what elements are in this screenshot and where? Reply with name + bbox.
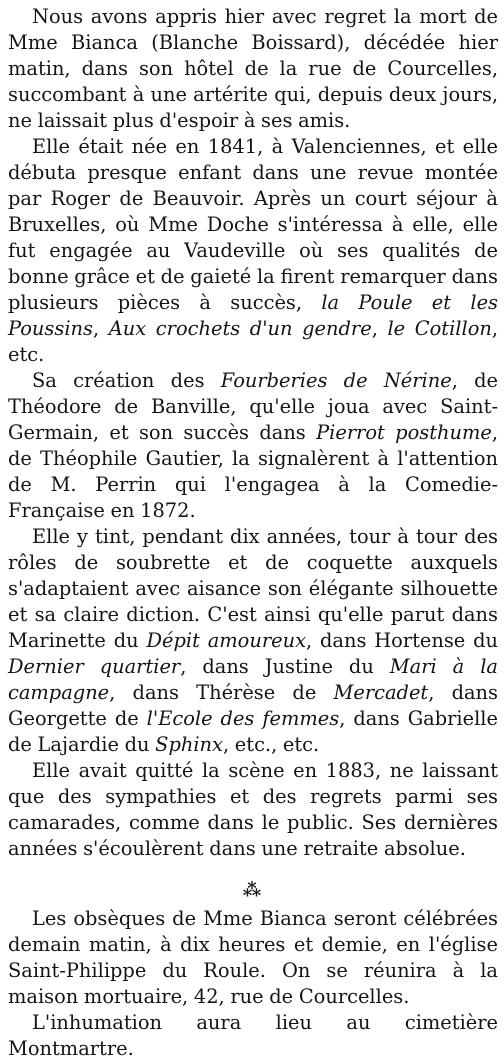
play-title: Aux crochets d'un gendre bbox=[108, 317, 372, 340]
text-segment: , bbox=[92, 317, 109, 340]
play-title: Dernier quartier bbox=[8, 655, 181, 678]
play-title: Fourberies de Nérine bbox=[220, 369, 452, 392]
text-segment: , de Théophile Gautier, la signalèrent à l'attention de M. Perrin qui l'engagea à la Comedie-Française en 1872. bbox=[8, 421, 498, 522]
paragraph-death-notice: Nous avons appris hier avec regret la mort de Mme Bianca (Blanche Boissard), décédée hier matin, dans son hôtel de la rue de Courcelles, succombant à une artérite qui, depuis deux jours, ne laissait plus d'espoir à ses amis. bbox=[8, 5, 498, 132]
asterism-divider: ⁂ bbox=[242, 880, 264, 901]
play-title: l'Ecole des femmes bbox=[146, 707, 340, 730]
text-segment: , bbox=[371, 317, 388, 340]
text-segment: , dans Gabrielle de Lajardie du bbox=[8, 707, 498, 756]
text-segment: Elle était née en 1841, à Valenciennes, et elle débuta presque enfant dans une revue montée par Roger de Beauvoir. Après un court séjour à Bruxelles, où Mme Doche s'intéressa à elle, elle fut engagée au Vaudeville où ses qualités de bonne grâce et de gaieté la firent remarquer dans plusieurs pièces à succès, bbox=[8, 135, 498, 314]
play-title: Dépit amoureux bbox=[146, 629, 307, 652]
text-segment: , etc. bbox=[8, 317, 499, 366]
text-segment: , dans Hortense du bbox=[306, 629, 499, 652]
paragraph-funeral: Les obsèques de Mme Bianca seront célébrées demain matin, à dix heures et demie, en l'église Saint-Philippe du Roule. On se réunira à la maison mortuaire, 42, rue de Courcelles. bbox=[8, 907, 498, 1008]
paragraph-early-career bbox=[8, 134, 498, 368]
text-segment: Elle y tint, pendant dix années, tour à tour des rôles de soubrette et de coquette auxquels s'adaptaient avec aisance son élégante silhouette et sa claire diction. C'est ainsi qu'elle parut dans Marinette du bbox=[8, 525, 498, 652]
text-segment: Sa création des bbox=[32, 369, 221, 392]
play-title: le Cotillon bbox=[387, 317, 492, 340]
text-segment: , dans Justine du bbox=[180, 655, 390, 678]
text-segment: , etc., etc. bbox=[222, 733, 320, 756]
text-segment: , de Théodore de Banville, qu'elle joua avec Saint-Germain, et son succès dans bbox=[8, 369, 499, 444]
play-title: Sphinx bbox=[155, 733, 223, 756]
play-title: Pierrot posthume bbox=[316, 421, 492, 444]
paragraph-comedie-francaise bbox=[8, 368, 498, 524]
play-title: la Poule et les Poussins bbox=[8, 291, 499, 340]
text-segment: , dans Georgette de bbox=[8, 681, 498, 730]
paragraph-burial: L'inhumation aura lieu au cimetière Montmartre. bbox=[8, 1011, 498, 1060]
text-segment: , dans Thérèse de bbox=[109, 681, 334, 704]
paragraph-roles bbox=[8, 524, 498, 758]
play-title: Mari à la campagne bbox=[8, 655, 498, 704]
paragraph-retirement: Elle avait quitté la scène en 1883, ne laissant que des sympathies et des regrets parmi ses camarades, comme dans le public. Ses dernières années s'écoulèrent dans une retraite absolue. bbox=[8, 759, 498, 860]
play-title: Mercadet bbox=[333, 681, 429, 704]
